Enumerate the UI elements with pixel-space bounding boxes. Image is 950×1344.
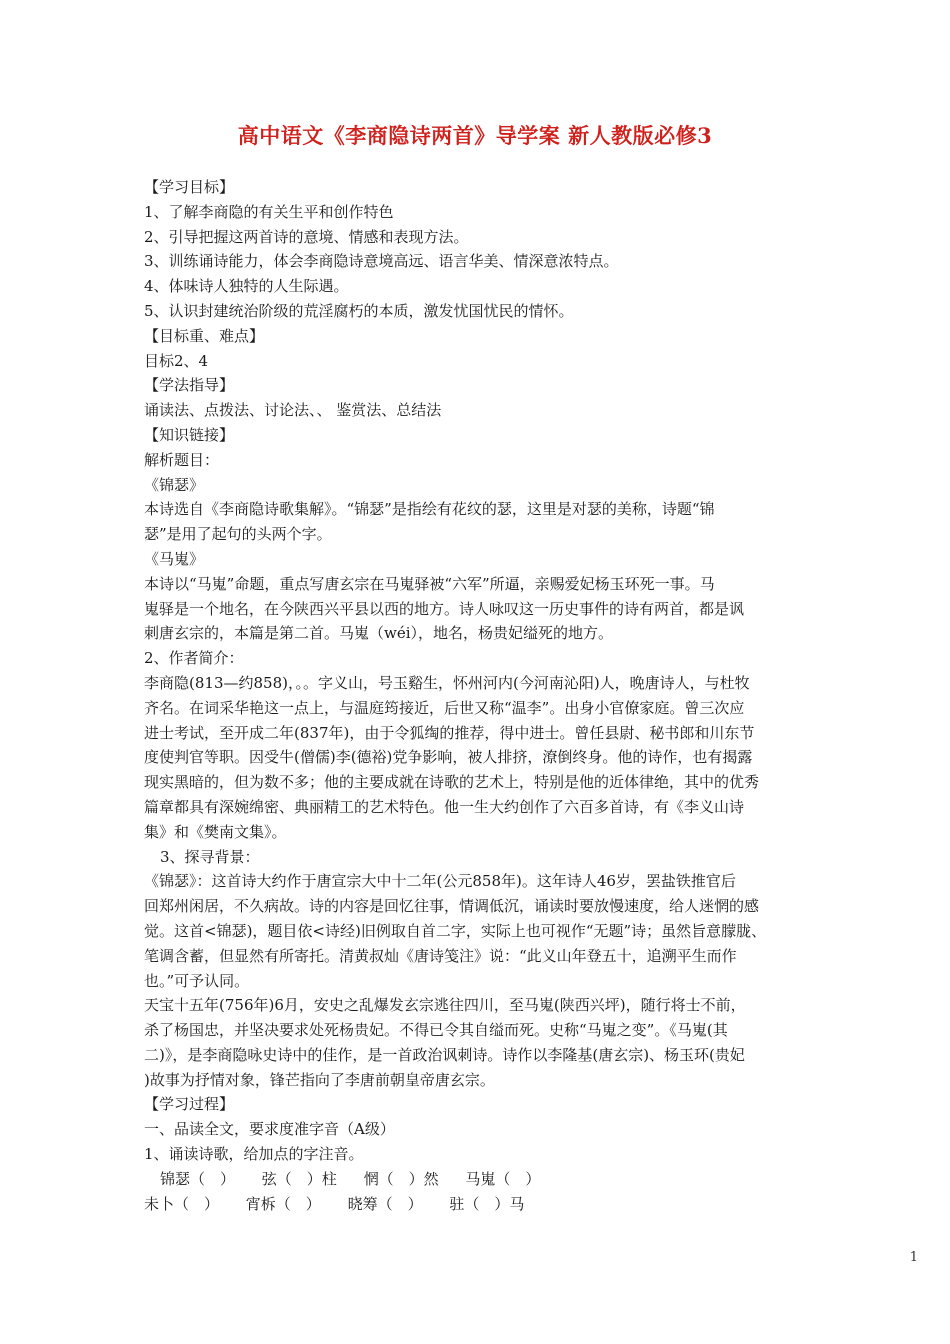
paragraph-line: 李商隐(813—约858)，。。字义山，号玉谿生，怀州河内(今河南沁阳)人，晚唐诗人，与杜牧 [144, 673, 750, 692]
pinyin-blank[interactable]: 未卜（ ） [144, 1194, 220, 1213]
paragraph-line: 嵬驿是一个地名，在今陕西兴平县以西的地方。诗人咏叹这一历史事件的诗有两首，都是讽 [144, 599, 745, 618]
section-heading-process: 【学习过程】 [144, 1095, 235, 1114]
paragraph-line: 也。”可予认同。 [144, 971, 250, 990]
paragraph-line: 度使判官等职。因受牛(僧儒)李(德裕)党争影响，被人排挤，潦倒终身。他的诗作，也有揭露 [144, 748, 753, 767]
paragraph-line: 觉。这首<锦瑟)，题目依<诗经)旧例取自首二字，实际上也可视作“无题”诗；虽然旨意朦胧、 [144, 921, 767, 940]
section-heading-knowledge: 【知识链接】 [144, 425, 235, 444]
subsection-heading-author: 2、作者简介： [144, 649, 244, 668]
pinyin-exercise-row [144, 1167, 812, 1192]
paragraph-line: 进士考试，至开成二年(837年)，由于令狐绹的推荐，得中进士。曾任县尉、秘书郎和川东节 [144, 723, 755, 742]
page-title: 高中语文《李商隐诗两首》导学案 新人教版必修3 [237, 123, 713, 148]
paragraph-line: 一、品读全文，要求度准字音（A级） [144, 1120, 395, 1139]
pinyin-exercise-row [144, 1192, 812, 1217]
goal-item-4: 4、体味诗人独特的人生际遇。 [144, 277, 349, 296]
goal-item-2: 2、引导把握这两首诗的意境、情感和表现方法。 [144, 227, 469, 246]
pinyin-blank[interactable]: 晓筹（ ） [347, 1194, 423, 1213]
section-heading-goals: 【学习目标】 [144, 178, 235, 196]
document-body [144, 175, 812, 1216]
paragraph-line: 《锦瑟》：这首诗大约作于唐宣宗大中十二年(公元858年)。这年诗人46岁，罢盐铁推官后 [144, 872, 736, 891]
pinyin-blank[interactable]: 锦瑟（ ） [160, 1169, 236, 1188]
paragraph-line: 现实黑暗的，但为数不多；他的主要成就在诗歌的艺术上，特别是他的近体律绝，其中的优秀 [144, 773, 760, 792]
section-heading-key-points: 【目标重、难点】 [144, 326, 265, 345]
pinyin-blank[interactable]: 宵柝（ ） [245, 1194, 321, 1213]
key-points-text: 目标2、4 [144, 351, 209, 370]
paragraph-line: 本诗选自《李商隐诗歌集解》。“锦瑟”是指绘有花纹的瑟，这里是对瑟的美称，诗题“锦 [144, 500, 715, 519]
goal-item-3: 3、训练诵诗能力，体会李商隐诗意境高远、语言华美、情深意浓特点。 [144, 252, 619, 271]
paragraph-line: 杀了杨国忠，并坚决要求处死杨贵妃。不得已令其自缢而死。史称“马嵬之变”。《马嵬(其 [144, 1021, 728, 1040]
paragraph-line: 齐名。在词采华艳这一点上，与温庭筠接近，后世又称“温李”。出身小官僚家庭。曾三次应 [144, 698, 745, 717]
paragraph-line: 《锦瑟》 [144, 475, 205, 494]
paragraph-line: 篇章都具有深婉绵密、典丽精工的艺术特色。他一生大约创作了六百多首诗，有《李义山诗 [144, 797, 745, 816]
paragraph-line: 笔调含蓄，但显然有所寄托。清黄叔灿《唐诗笺注》说：“此义山年登五十，追溯平生而作 [144, 946, 737, 965]
pinyin-blank[interactable]: 弦（ ）柱 [261, 1169, 337, 1188]
paragraph-line: 刺唐玄宗的，本篇是第二首。马嵬（wéi），地名，杨贵妃缢死的地方。 [144, 624, 614, 643]
goal-item-1: 1、了解李商隐的有关生平和创作特色 [144, 202, 394, 221]
paragraph-line: 《马嵬》 [144, 549, 205, 568]
paragraph-line: 集》和《樊南文集》。 [144, 822, 287, 841]
pinyin-blank[interactable]: 马嵬（ ） [465, 1169, 541, 1188]
pinyin-blank[interactable]: 驻（ ）马 [449, 1194, 525, 1213]
subsection-heading-background: 3、探寻背景： [160, 847, 260, 866]
section-heading-method: 【学法指导】 [144, 376, 235, 395]
page-number: 1 [909, 1250, 918, 1265]
paragraph-line: 解析题目： [144, 450, 220, 469]
paragraph-line: 回郑州闲居，不久病故。诗的内容是回忆往事，情调低沉，诵读时要放慢速度，给人迷惘的感 [144, 897, 760, 916]
paragraph-line: 瑟”是用了起句的头两个字。 [144, 525, 332, 544]
paragraph-line: )故事为抒情对象，锋芒指向了李唐前朝皇帝唐玄宗。 [144, 1070, 495, 1089]
paragraph-line: 天宝十五年(756年)6月，安史之乱爆发玄宗逃往四川，至马嵬(陕西兴坪)，随行将士不前， [144, 996, 746, 1015]
paragraph-line: 1、诵读诗歌，给加点的字注音。 [144, 1145, 364, 1164]
method-text: 诵读法、点拨法、讨论法、、 鉴赏法、总结法 [144, 401, 442, 420]
goal-item-5: 5、认识封建统治阶级的荒淫腐朽的本质，激发忧国忧民的情怀。 [144, 301, 574, 320]
pinyin-blank[interactable]: 惘（ ）然 [363, 1169, 439, 1188]
paragraph-line: 二)》，是李商隐咏史诗中的佳作，是一首政治讽刺诗。诗作以李隆基(唐玄宗)、杨玉环(贵妃 [144, 1045, 745, 1064]
paragraph-line: 本诗以“马嵬”命题，重点写唐玄宗在马嵬驿被“六军”所逼，亲赐爱妃杨玉环死一事。马 [144, 574, 715, 593]
